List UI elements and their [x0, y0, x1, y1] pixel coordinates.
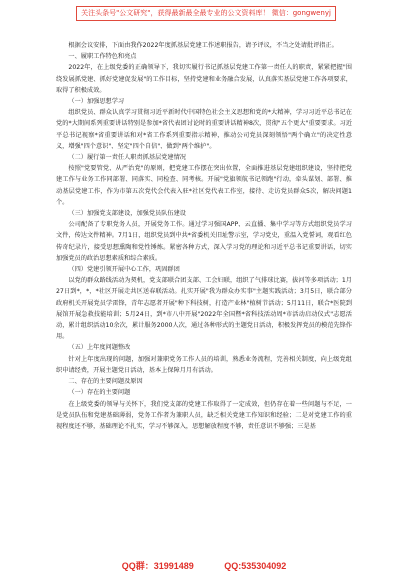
footer-contact: [0, 559, 408, 572]
subsection-heading: （一）存在的主要问题: [68, 389, 131, 397]
subsection-heading: （二）履行第一责任人职责抓基层党建情况: [68, 154, 186, 162]
paragraph: 组织党员、群众认真学习贯彻习近平新时代中国特色社会主义思想和党的*大精神，学习习近平总书记在党的*大期间系列重要讲话特别是参加*省代表团讨论时的重要讲话精神8次，贯彻"五个更大"重要要求。习近平总书记视察*省重要讲话和对*省工作系列重要指示精神，推动公司党员深刻领悟"两个确立"的决定性意义，增强"四个意识"、坚定"四个自信"、做到"两个维护"。: [56, 109, 352, 150]
paragraph: 以党的群众路线活动为契机，党支部联合团支部、工会妇联，组织了气排球比赛，拔河等多项活动；1月27日到*，*，*社区开展走共区送春联活动。扎实开展"我为群众办实事"主题实践活动；3月5日，联合部分政府机关开展党员学雷锋，青年志愿者开展"种下科技树，打造产业林"植树节活动；5月11日，联合*医院到展馆开展急救技能培训；5月24日，到*市八中开展"2022年全国暨*省科技活动周*市活动启动仪式"志愿活动，累计组织活动10余次，累计服务2000人次，通过各种形式的主题党日活动，积极发挥党员的模范先锋作用。: [56, 277, 352, 341]
section-heading-1: 一、履职工作特色和亮点: [68, 53, 137, 61]
qq-number-text: QQ:535304092: [224, 561, 287, 571]
subsection-heading: （五）上年度问题整改: [68, 344, 131, 352]
paragraph: 按照"党要管党、从严治党"的原则，把党建工作摆在突出位置，全面推进基层党建组织建设，坚持把党建工作与业务工作同部署、同落实、同检查、同考核。开展"党旗领航书记领跑"行动，牵头谋划、部署、推动基层党建工作，作为市第五次党代会代表入驻*社区党代表工作室，接待、走访党员群众5次，解决问题1个。: [56, 165, 352, 206]
paragraph: 2022年，在上级党委的正确领导下，我切实履行书记抓基层党建工作第一责任人的职责，紧紧把握"围绕发展抓党建、抓好党建促发展"的工作目标，坚持党建和业务融合发展，认真落实基层党建工作各项要求，取得了积极成效。: [56, 64, 352, 94]
qq-group-text: QQ群：31991489: [121, 561, 194, 571]
section-heading-2: 二、存在的主要问题及原因: [68, 378, 143, 386]
paragraph: 公司配备了专职党务人员，开展党务工作。通过学习强国APP、云直播、集中学习等方式组织党员学习文件，传达文件精神。7月1日，组织党员到中共*省委机关旧址警示室，学习党史，重温入党誓词，观看红色传奇纪录片，接受思想熏陶和党性锤炼。紧密各种方式，深入学习党的理论和习近平总书记重要讲话，切实加强党员的政治思想素质和综合素质。: [56, 221, 352, 262]
subsection-heading: （三）加强党支部建设，加强党员队伍建设: [68, 210, 186, 218]
subsection-heading: （一）加强思想学习: [68, 98, 125, 106]
paragraph: 针对上年度出现的问题，加强对兼职党务工作人员的培训，熟悉业务流程，完善相关制度，向上级党组织申请经费，开展主题党日活动，基本上保障月月有活动。: [56, 355, 352, 374]
paragraph: 在上级党委的领导与关怀下，我们党支部的党建工作取得了一定成效，但仍存在着一些问题与不足，一是党员队伍和党建基础薄弱，党务工作者为兼职人员，缺乏相关党建工作知识和经验；二是对党建工作的重视程度还不够，基础理论不扎实，学习不够深入，思想解放程度不够，责任意识不够强；三是基: [56, 400, 352, 430]
subsection-heading: （四）党建引领开展中心工作，巩固群团: [68, 266, 180, 274]
promo-banner: 关注头条号"公文研究"，获得最新最全最专业的公文资料库！ 微信：gongwenyj: [76, 6, 336, 21]
intro-paragraph: 根据会议安排，下面由我作2022年度抓基层党建工作述职报告，请予评议，不当之处请批评指正。: [68, 42, 338, 49]
document-body: [56, 40, 352, 432]
